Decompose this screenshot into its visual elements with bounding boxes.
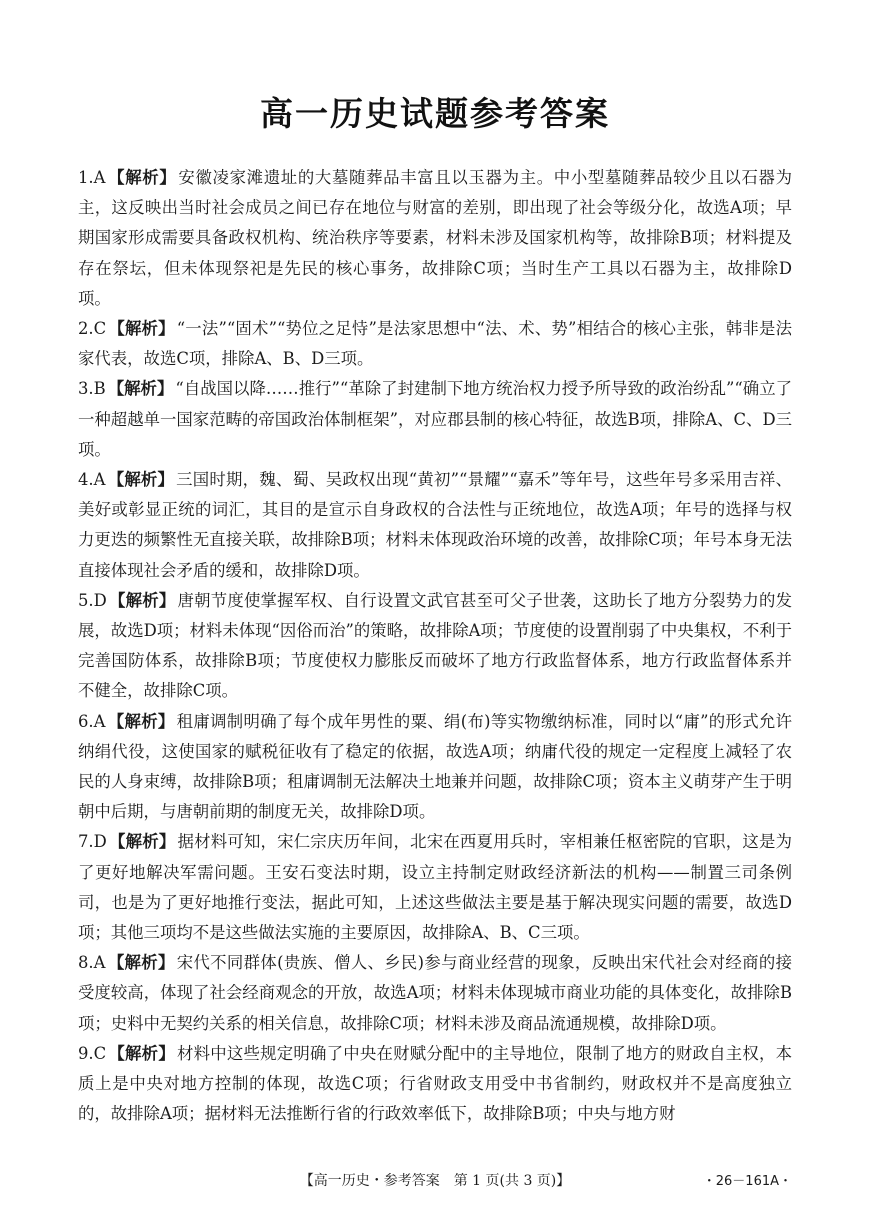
analysis-text: 宋代不同群体(贵族、僧人、乡民)参与商业经营的现象，反映出宋代社会对经商的接受度较高，体现了社会经商观念的开放，故选A项；材料未体现城市商业功能的具体变化，故排除B项；史料中无契约关系的相关信息，故排除C项；材料未涉及商品流通规模，故排除D项。 [78, 953, 792, 1033]
answer-letter: D [93, 832, 107, 852]
analysis-label: 【解析】 [108, 590, 176, 610]
answer-letter: C [93, 319, 107, 339]
analysis-label: 【解析】 [107, 470, 175, 490]
item-number: 8. [78, 953, 94, 973]
analysis-text: 唐朝节度使掌握军权、自行设置文武官甚至可父子世袭，这助长了地方分裂势力的发展，故选D项；材料未体现“因俗而治”的策略，故排除A项；节度使的设置削弱了中央集权，不利于完善国防体系，故排除B项；节度使权力膨胀反而破坏了地方行政监督体系，地方行政监督体系并不健全，故排除C项。 [78, 590, 793, 701]
analysis-text: 据材料可知，宋仁宗庆历年间，北宋在西夏用兵时，宰相兼任枢密院的官职，这是为了更好地解决军需问题。王安石变法时期，设立主持制定财政经济新法的机构——制置三司条例司，也是为了更好地推行变法，据此可知，上述这些做法主要是基于解决现实问题的需要，故选D项；其他三项均不是这些做法实施的主要原因，故排除A、B、C三项。 [78, 832, 793, 943]
answer-item-1 [78, 163, 792, 314]
analysis-text: 租庸调制明确了每个成年男性的粟、绢(布)等实物缴纳标准，同时以“庸”的形式允许纳绢代役，这使国家的赋税征收有了稳定的依据，故选A项；纳庸代役的规定一定程度上减轻了农民的人身束缚，故排除B项；租庸调制无法解决土地兼并问题，故排除C项；资本主义萌芽产生于明朝中后期，与唐朝前期的制度无关，故排除D项。 [78, 711, 793, 822]
answer-letter: A [93, 953, 106, 973]
analysis-text: 三国时期，魏、蜀、吴政权出现“黄初”“景耀”“嘉禾”等年号，这些年号多采用吉祥、美好或彰显正统的词汇，其目的是宣示自身政权的合法性与正统地位，故选A项；年号的选择与权力更迭的频繁性无直接关联，故排除B项；材料未体现政治环境的改善，故排除C项；年号本身无法直接体现社会矛盾的缓和，故排除D项。 [78, 470, 793, 580]
footer-page-info: 【高一历史・参考答案 第 1 页(共 3 页)】 [299, 1173, 571, 1189]
analysis-label: 【解析】 [107, 711, 175, 731]
item-number: 6. [78, 711, 94, 731]
analysis-text: 材料中这些规定明确了中央在财赋分配中的主导地位，限制了地方的财政自主权，本质上是中央对地方控制的体现，故选C项；行省财政支用受中书省制约，财政权并不是高度独立的，故排除A项；据材料无法推断行省的行政效率低下，故排除B项；中央与地方财 [78, 1043, 793, 1124]
item-number: 1. [78, 168, 94, 187]
page-title: 高一历史试题参考答案 [260, 94, 610, 133]
footer-paper-code: ・26－161A・ [702, 1174, 792, 1189]
answer-item-5 [78, 586, 792, 707]
analysis-text: 安徽凌家滩遗址的大墓随葬品丰富且以玉器为主。中小型墓随葬品较少且以石器为主，这反映出当时社会成员之间已存在地位与财富的差别，即出现了社会等级分化，故选A项；早期国家形成需要具备政权机构、统治秩序等要素，材料未涉及国家机构等，故排除B项；材料提及存在祭坛，但未体现祭祀是先民的核心事务，故排除C项；当时生产工具以石器为主，故排除D项。 [78, 168, 793, 308]
answer-item-6 [78, 707, 792, 828]
analysis-label: 【解析】 [107, 168, 177, 187]
analysis-label: 【解析】 [108, 1043, 175, 1063]
answer-letter: A [93, 470, 106, 490]
analysis-text: “一法”“固术”“势位之足恃”是法家思想中“法、术、势”相结合的核心主张，韩非是法家代表，故选C项，排除A、B、D三项。 [78, 319, 792, 369]
item-number: 5. [78, 590, 94, 610]
answer-item-3 [78, 374, 792, 465]
analysis-text: “自战国以降……推行”“革除了封建制下地方统治权力授予所导致的政治纷乱”“确立了一种超越单一国家范畴的帝国政治体制框架”，对应郡县制的核心特征，故选B项，排除A、C、D三项。 [78, 379, 793, 459]
item-number: 2. [78, 319, 94, 339]
item-number: 7. [78, 832, 94, 852]
analysis-label: 【解析】 [108, 319, 175, 339]
answer-list [78, 163, 792, 1130]
item-number: 9. [78, 1043, 94, 1063]
answer-item-8 [78, 948, 792, 1039]
answer-letter: A [93, 711, 106, 731]
page-footer [0, 1170, 870, 1194]
answer-letter: D [93, 590, 107, 610]
answer-item-2 [78, 314, 792, 374]
analysis-label: 【解析】 [107, 953, 175, 973]
item-number: 4. [78, 470, 94, 490]
answer-letter: A [93, 168, 106, 187]
answer-item-9 [78, 1039, 792, 1130]
analysis-label: 【解析】 [107, 379, 174, 399]
analysis-label: 【解析】 [108, 832, 176, 852]
answer-item-4 [78, 465, 792, 586]
answer-item-7 [78, 827, 792, 948]
answer-letter: C [93, 1043, 107, 1063]
answer-letter: B [93, 379, 106, 399]
item-number: 3. [78, 379, 94, 399]
